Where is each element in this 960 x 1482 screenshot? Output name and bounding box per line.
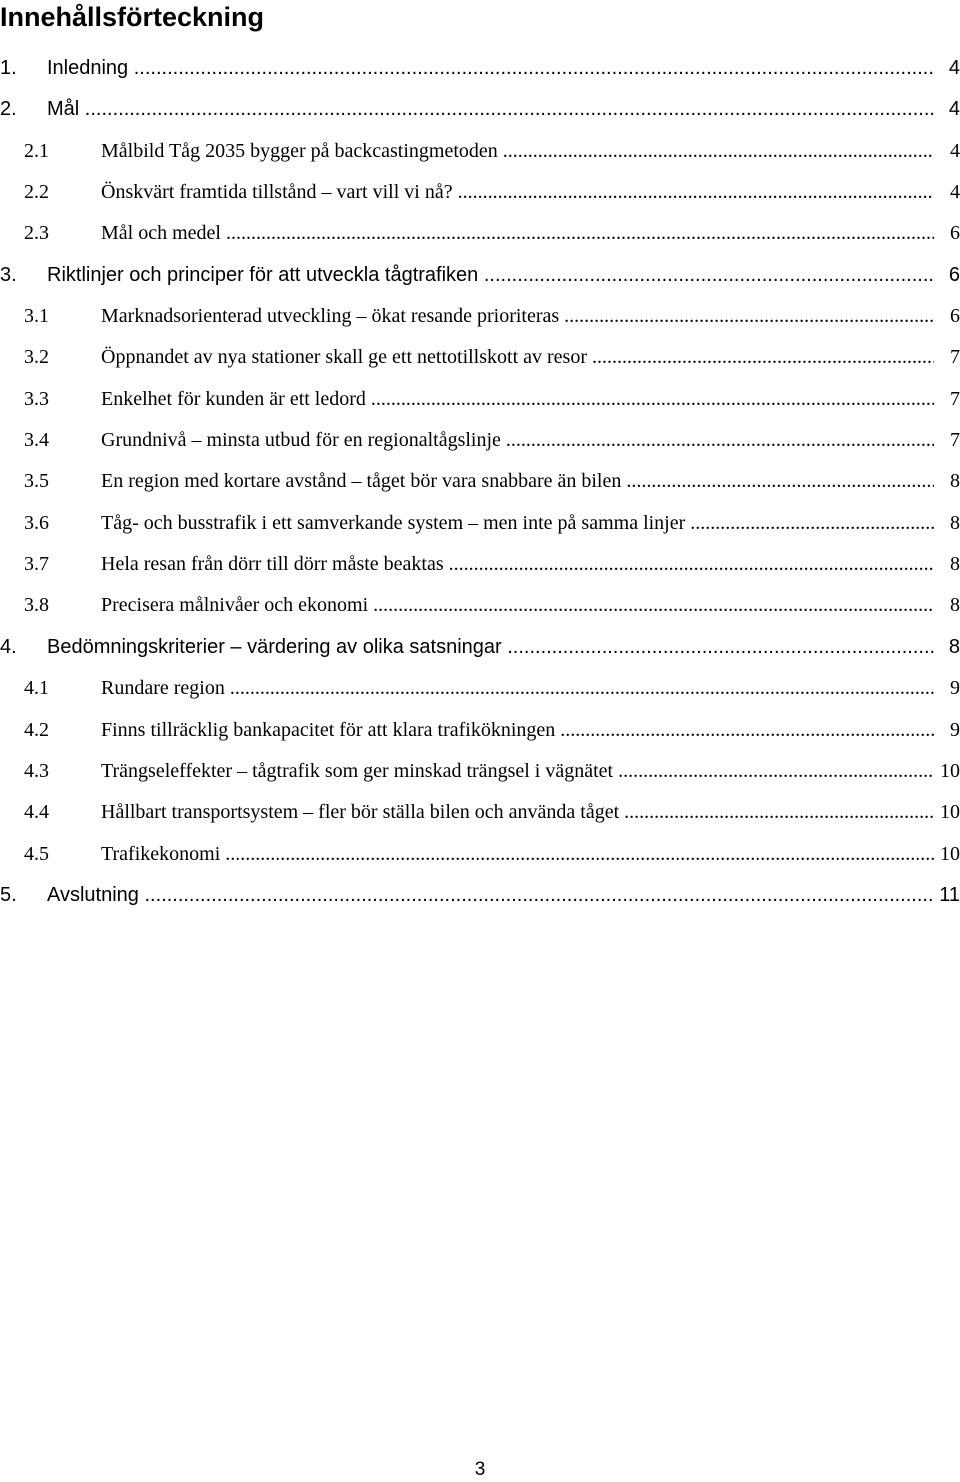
toc-entry-number: 4.1 bbox=[24, 677, 49, 700]
toc-entry-page: 8 bbox=[934, 544, 960, 585]
toc-entry-page: 6 bbox=[934, 255, 960, 296]
toc-entry[interactable] bbox=[0, 544, 960, 585]
toc-entry-number: 3.3 bbox=[24, 387, 49, 410]
toc-entry-title: Hållbart transportsystem – fler bör ställa bilen och använda tåget ..... bbox=[101, 792, 934, 833]
toc-entry-page: 9 bbox=[934, 668, 960, 709]
toc-entry[interactable] bbox=[0, 875, 960, 916]
toc-entry-title: Inledning ..... bbox=[47, 48, 934, 89]
toc-entry-number: 3.1 bbox=[24, 305, 49, 328]
toc-entry-page: 10 bbox=[934, 751, 960, 792]
toc-entry-number: 2.2 bbox=[24, 181, 49, 204]
toc-entry-page: 6 bbox=[934, 296, 960, 337]
toc-entry-page: 11 bbox=[934, 875, 960, 916]
toc-entry[interactable] bbox=[0, 48, 960, 89]
toc-entry-page: 7 bbox=[934, 379, 960, 420]
toc-entry-page: 8 bbox=[934, 585, 960, 626]
toc-entry-number: 4.4 bbox=[24, 801, 49, 824]
toc-entry[interactable] bbox=[0, 379, 960, 420]
toc-entry-title: Rundare region ..... bbox=[101, 668, 934, 709]
toc-entry-page: 6 bbox=[934, 213, 960, 254]
toc-entry-number: 2.3 bbox=[24, 222, 49, 245]
toc-entry-title: Tåg- och busstrafik i ett samverkande system – men inte på samma linjer ..... bbox=[101, 503, 934, 544]
toc-entry-title: Hela resan från dörr till dörr måste beaktas ..... bbox=[101, 544, 934, 585]
toc-entry[interactable] bbox=[0, 89, 960, 130]
toc-entry-number: 5. bbox=[0, 883, 17, 906]
toc-entry-title: En region med kortare avstånd – tåget bör vara snabbare än bilen ..... bbox=[101, 461, 934, 502]
toc-entry[interactable] bbox=[0, 131, 960, 172]
toc-entry-title: Marknadsorienterad utveckling – ökat resande prioriteras ..... bbox=[101, 296, 934, 337]
toc-entry[interactable] bbox=[0, 213, 960, 254]
toc-entry-number: 3.2 bbox=[24, 346, 49, 369]
toc-entry[interactable] bbox=[0, 585, 960, 626]
toc-entry[interactable] bbox=[0, 792, 960, 833]
toc-entry-number: 4.2 bbox=[24, 718, 49, 741]
toc-entry[interactable] bbox=[0, 751, 960, 792]
toc-entry-page: 4 bbox=[934, 48, 960, 89]
toc-entry-page: 10 bbox=[934, 792, 960, 833]
toc-entry[interactable] bbox=[0, 627, 960, 668]
toc-entry-number: 4. bbox=[0, 635, 17, 658]
toc-entry-number: 2.1 bbox=[24, 139, 49, 162]
toc-entry-title: Finns tillräcklig bankapacitet för att klara trafikökningen ..... bbox=[101, 710, 934, 751]
toc-entry-page: 4 bbox=[934, 172, 960, 213]
toc-entry-page: 8 bbox=[934, 461, 960, 502]
toc-entry-page: 8 bbox=[934, 503, 960, 544]
toc-entry-number: 3. bbox=[0, 263, 17, 286]
toc-entry[interactable] bbox=[0, 420, 960, 461]
toc-entry-title: Målbild Tåg 2035 bygger på backcastingmetoden ..... bbox=[101, 131, 934, 172]
toc-entry-page: 10 bbox=[934, 834, 960, 875]
table-of-contents bbox=[0, 48, 960, 916]
toc-entry[interactable] bbox=[0, 337, 960, 378]
toc-entry-page: 7 bbox=[934, 337, 960, 378]
toc-entry[interactable] bbox=[0, 710, 960, 751]
toc-entry-title: Önskvärt framtida tillstånd – vart vill vi nå? ..... bbox=[101, 172, 934, 213]
toc-entry-title: Öppnandet av nya stationer skall ge ett nettotillskott av resor ..... bbox=[101, 337, 934, 378]
toc-entry[interactable] bbox=[0, 172, 960, 213]
toc-entry-number: 2. bbox=[0, 98, 17, 121]
page-number: 3 bbox=[474, 1459, 486, 1480]
toc-entry-title: Precisera målnivåer och ekonomi ..... bbox=[101, 585, 934, 626]
toc-entry-title: Mål ..... bbox=[47, 89, 934, 130]
toc-entry-number: 3.5 bbox=[24, 470, 49, 493]
toc-entry-number: 3.4 bbox=[24, 429, 49, 452]
toc-entry-title: Mål och medel ..... bbox=[101, 213, 934, 254]
toc-entry-number: 1. bbox=[0, 57, 17, 79]
toc-entry-page: 7 bbox=[934, 420, 960, 461]
toc-entry-number: 4.3 bbox=[24, 759, 49, 782]
toc-entry[interactable] bbox=[0, 461, 960, 502]
toc-entry-number: 3.7 bbox=[24, 553, 49, 576]
toc-entry[interactable] bbox=[0, 834, 960, 875]
toc-entry-page: 4 bbox=[934, 131, 960, 172]
toc-entry-title: Riktlinjer och principer för att utveckla tågtrafiken ..... bbox=[47, 255, 934, 296]
toc-entry[interactable] bbox=[0, 255, 960, 296]
toc-entry-page: 8 bbox=[934, 627, 960, 668]
toc-entry-number: 3.6 bbox=[24, 511, 49, 534]
toc-entry-title: Enkelhet för kunden är ett ledord ..... bbox=[101, 379, 934, 420]
toc-entry[interactable] bbox=[0, 296, 960, 337]
toc-entry-title: Avslutning ..... bbox=[47, 875, 934, 916]
toc-entry[interactable] bbox=[0, 668, 960, 709]
toc-entry-title: Trängseleffekter – tågtrafik som ger minskad trängsel i vägnätet ..... bbox=[101, 751, 934, 792]
toc-entry-number: 4.5 bbox=[24, 842, 49, 865]
page-title: Innehållsförteckning bbox=[0, 2, 265, 32]
toc-entry-title: Trafikekonomi ..... bbox=[101, 834, 934, 875]
toc-entry-page: 4 bbox=[934, 89, 960, 130]
toc-entry-page: 9 bbox=[934, 710, 960, 751]
toc-entry[interactable] bbox=[0, 503, 960, 544]
toc-entry-title: Bedömningskriterier – värdering av olika satsningar ..... bbox=[47, 627, 934, 668]
toc-entry-number: 3.8 bbox=[24, 594, 49, 617]
toc-entry-title: Grundnivå – minsta utbud för en regionaltågslinje ..... bbox=[101, 420, 934, 461]
